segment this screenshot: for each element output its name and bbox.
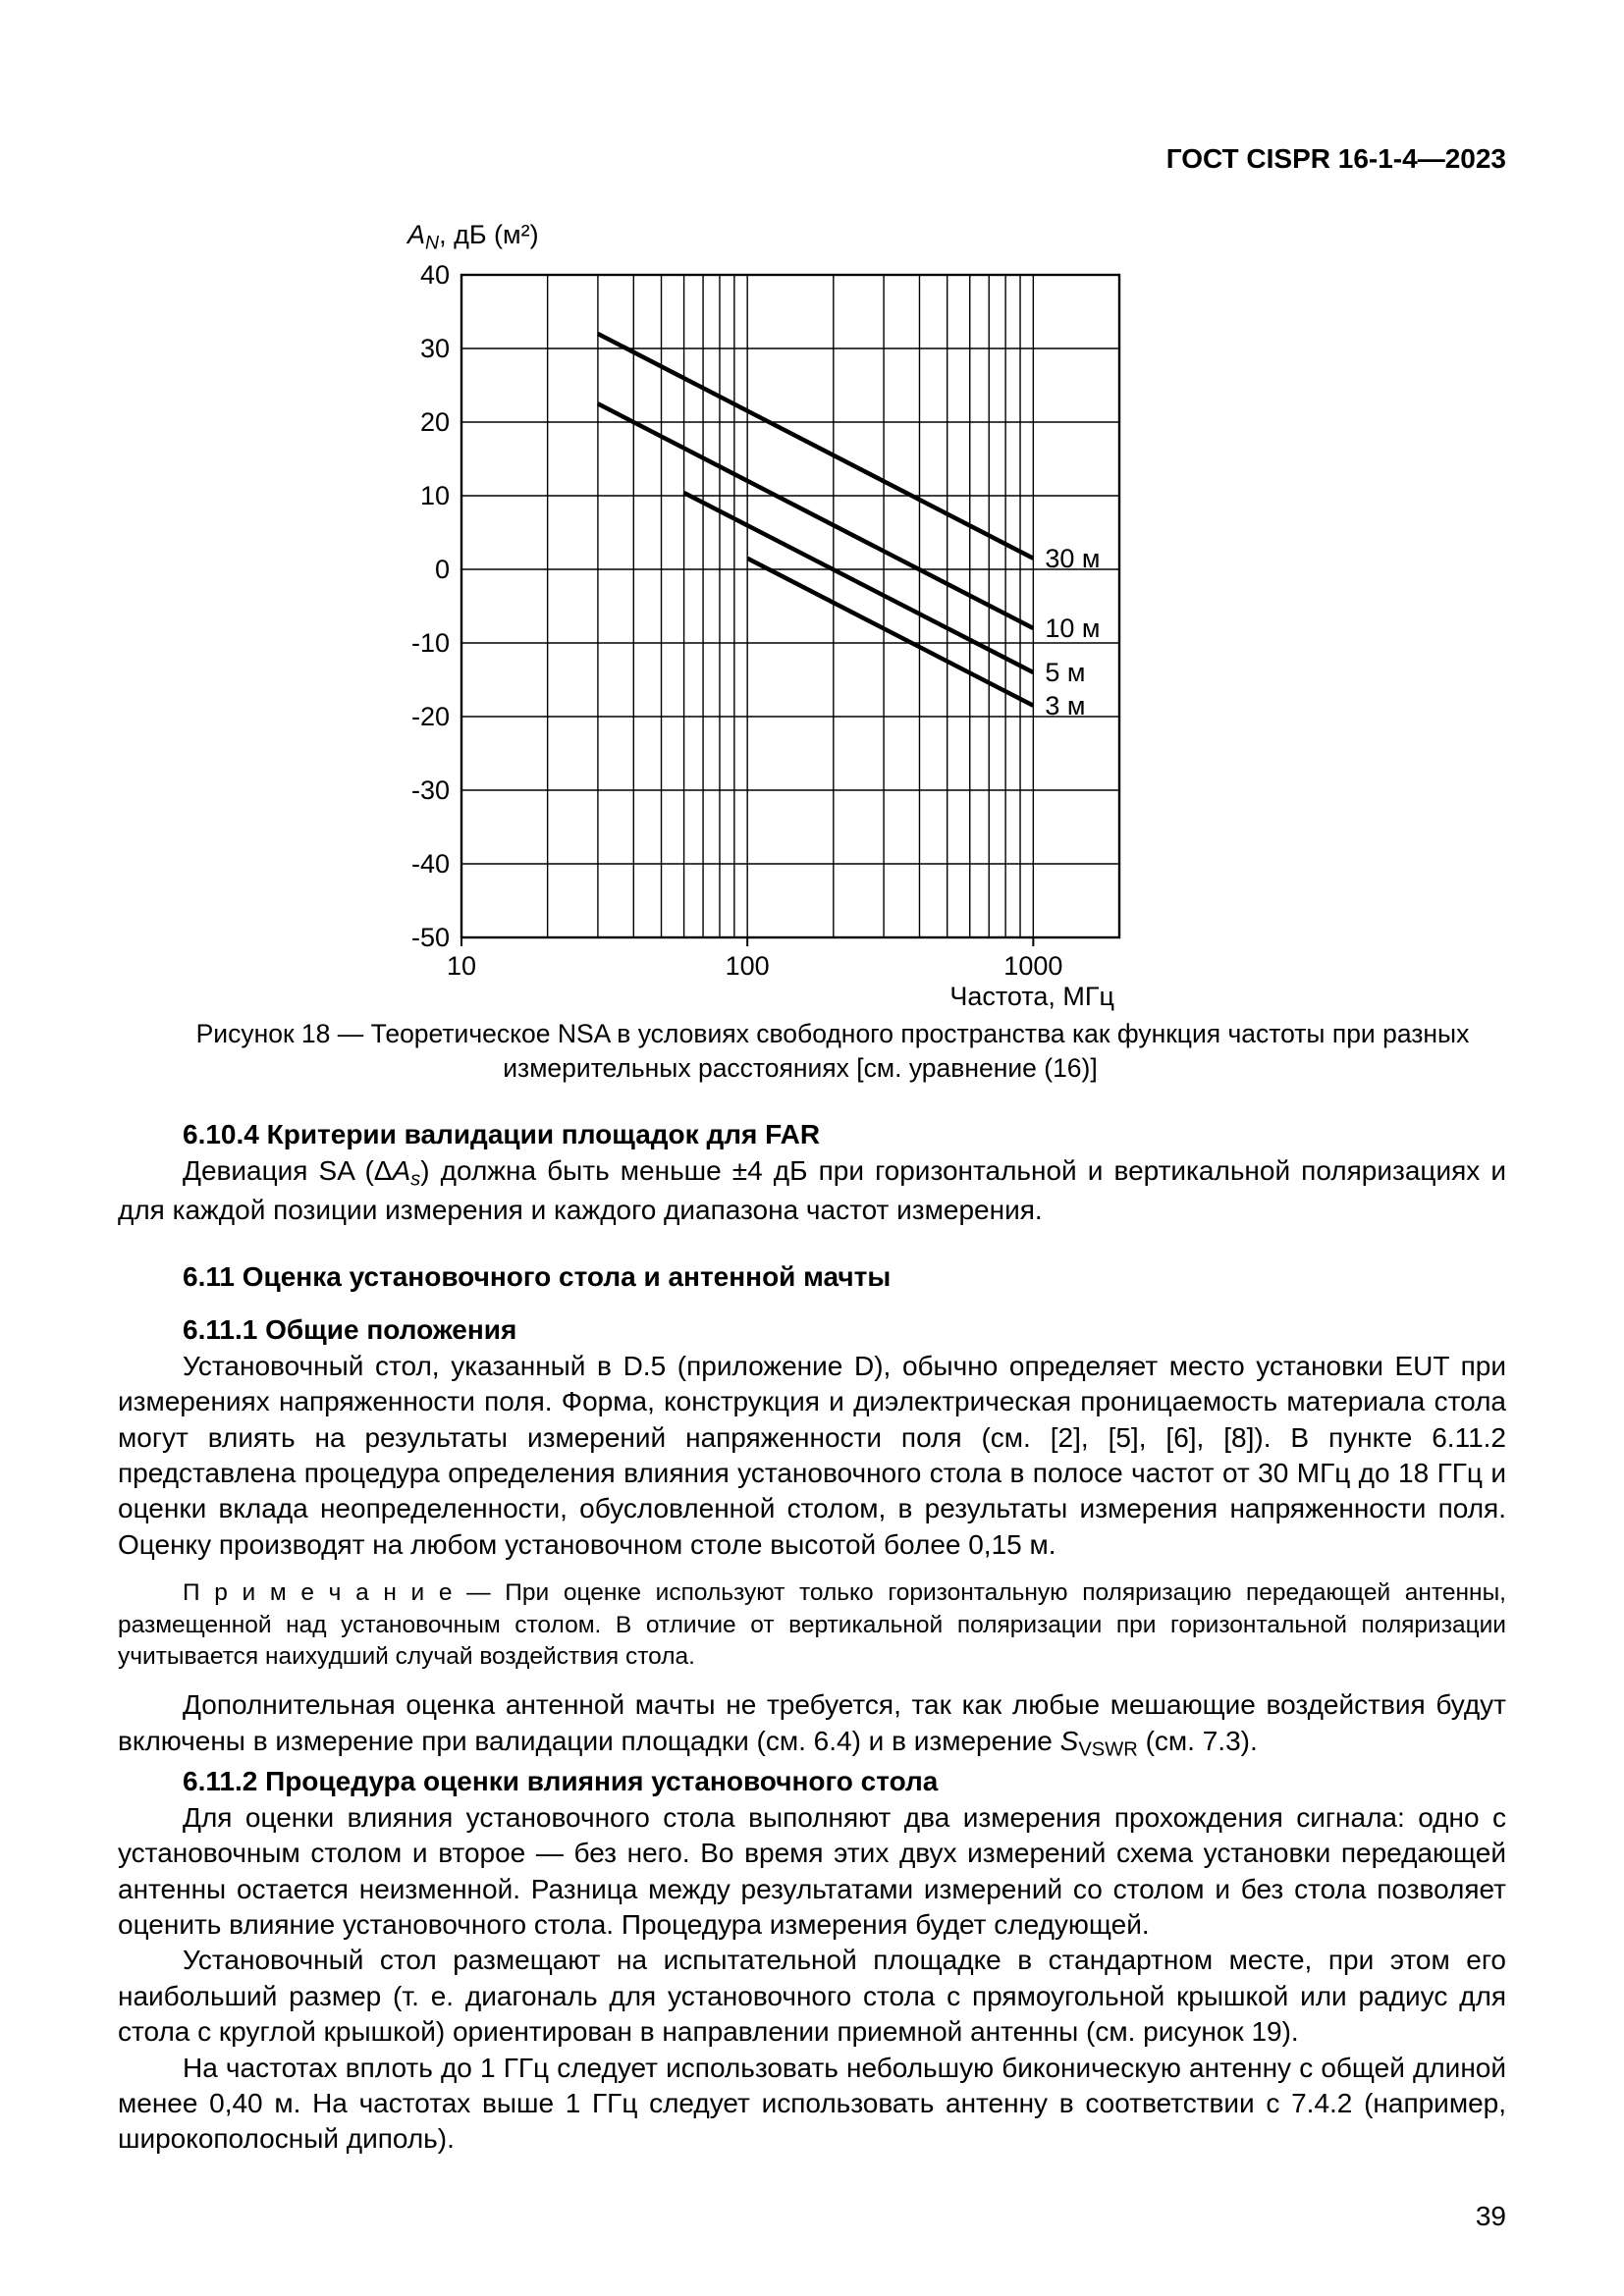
figure-18-chart: [388, 206, 1144, 1023]
document-header: ГОСТ CISPR 16-1-4—2023: [1165, 143, 1506, 174]
series-label: 5 м: [1045, 658, 1086, 687]
text-run: Дополнительная оценка антенной мачты не требуется, так как любые мешающие воздействия будут включены в измерение при валидации площадки (см. 6.4) и в измерение: [118, 1689, 1506, 1756]
y-axis-units: , дБ (м²): [439, 220, 539, 249]
svswr-symbol: S: [1059, 1725, 1079, 1756]
paragraph-6-11-2-c: На частотах вплоть до 1 ГГц следует использовать небольшую биконическую антенну с общей длиной менее 0,40 м. На частотах выше 1 ГГц следует использовать антенну в соответствии с 7.4.2 (например, широкополосный диполь).: [118, 2052, 1506, 2155]
text-run: (см. 7.3).: [1137, 1725, 1258, 1756]
y-tick-label: 30: [419, 334, 450, 363]
y-axis-symbol-subscript: N: [425, 232, 440, 254]
paragraph-6-11-2-a: Для оценки влияния установочного стола выполняют два измерения прохождения сигнала: одно с установочным столом и второе — без него. Во время этих двух измерений схема установки передающей антенны остается неизменной. Разница между результатами измерений со столом и без стола позволяет оценить влияние установочного стола. Процедура измерения будет следующей.: [118, 1801, 1506, 1940]
delta-sa-symbol: A: [392, 1154, 411, 1186]
series-line: [747, 559, 1033, 706]
y-tick-label: 10: [419, 481, 450, 510]
x-tick-label: 10: [446, 951, 477, 981]
y-tick-label: -40: [410, 849, 450, 879]
page-number: 39: [1475, 2200, 1506, 2231]
note-paragraph: П р и м е ч а н и е — При оценке используют только горизонтальную поляризацию передающей антенны, размещенной над установочным столом. В отличие от вертикальной поляризации при горизонтальной поляризации учитывается наихудший случай воздействия стола.: [118, 1579, 1506, 1670]
series-label: 10 м: [1045, 614, 1101, 643]
x-tick-label: 100: [725, 951, 770, 981]
delta-sa-subscript: s: [410, 1168, 421, 1191]
heading-6-10-4: 6.10.4 Критерии валидации площадок для FAR: [183, 1119, 821, 1150]
x-axis-title: Частота, МГц: [949, 982, 1114, 1011]
y-tick-label: -20: [410, 702, 450, 731]
paragraph-antenna-mast: [118, 1687, 1506, 1762]
x-tick-label: 1000: [1003, 951, 1063, 981]
series-label: 30 м: [1045, 543, 1101, 573]
text-column: [118, 1017, 1506, 2234]
y-tick-label: -50: [410, 923, 450, 952]
nsa-line-chart: [388, 206, 1144, 1023]
text-run: ) должна быть меньше ±4 дБ при горизонтальной и вертикальной поляризациях и для каждой позиции измерения и каждого диапазона частот измерения.: [118, 1154, 1506, 1225]
y-tick-label: 40: [419, 260, 450, 290]
y-axis-title: [407, 220, 539, 254]
series-line: [598, 334, 1033, 559]
paragraph-6-11-2-b: Установочный стол размещают на испытательной площадке в стандартном месте, при этом его наибольший размер (т. е. диагональ для установочного стола с прямоугольной крышкой или радиус для стола с круглой крышкой) ориентирован в направлении приемной антенны (см. рисунок 19).: [118, 1945, 1506, 2048]
svswr-subscript: VSWR: [1078, 1738, 1138, 1761]
paragraph-6-11-1: Установочный стол, указанный в D.5 (приложение D), обычно определяет место установки EUT при измерениях напряженности поля. Форма, конструкция и диэлектрическая проницаемость материала стола могут влиять на результаты измерений напряженности поля (см. [2], [5], [6], [8]). В пункте 6.11.2 представлена процедура определения влияния установочного стола в полосе частот от 30 МГц до 18 ГГц и оценки вклада неопределенности, обусловленной столом, в результаты измерения напряженности поля. Оценку производят на любом установочном столе высотой более 0,15 м.: [118, 1350, 1506, 1560]
y-tick-label: -10: [410, 628, 450, 658]
y-axis-symbol: A: [407, 220, 426, 249]
heading-6-11: 6.11 Оценка установочного стола и антенной мачты: [183, 1261, 892, 1293]
series-label: 3 м: [1045, 690, 1086, 721]
heading-6-11-2: 6.11.2 Процедура оценки влияния установочного стола: [183, 1766, 939, 1797]
heading-6-11-1: 6.11.1 Общие положения: [183, 1314, 517, 1346]
y-tick-label: -30: [410, 775, 450, 805]
y-tick-label: 20: [419, 407, 450, 437]
text-run: Девиация SA (Δ: [183, 1154, 393, 1186]
paragraph-6-10-4: [118, 1153, 1506, 1228]
y-tick-label: 0: [434, 555, 450, 584]
series-line: [684, 493, 1034, 672]
figure-caption: Рисунок 18 — Теоретическое NSA в условиях свободного пространства как функция частоты при разных измерительных расстояниях [см. уравнение (16)]: [195, 1019, 1470, 1084]
